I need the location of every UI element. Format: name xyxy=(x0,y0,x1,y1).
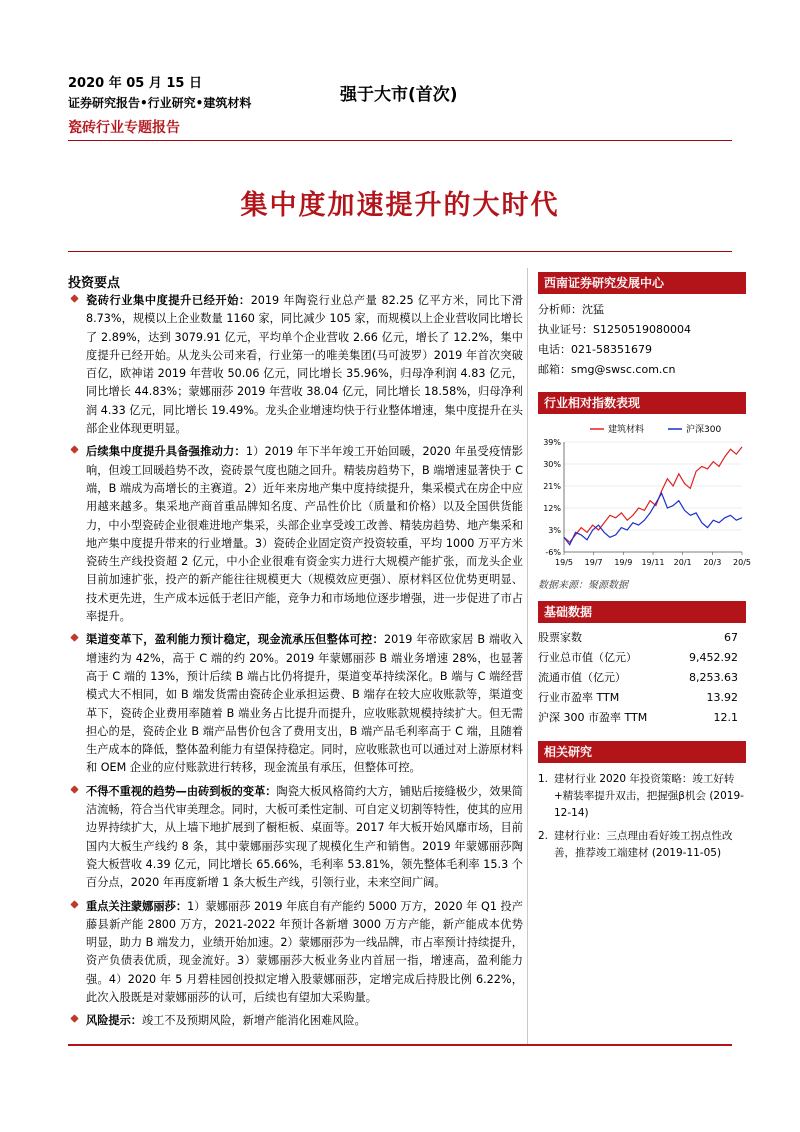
bullet-icon xyxy=(70,1015,78,1023)
basic-data-table xyxy=(538,627,746,727)
investment-points xyxy=(68,292,523,1036)
investment-bullet: 不得不重视的趋势—由砖到板的变革：陶瓷大板风格简约大方，铺贴后接缝极少，效果简洁流畅，符合当代审美理念。同时，大板可柔性定制、可自定义切割等特性，使其的应用边界持续扩大，从上墙下地扩展到了橱柜板、桌面等。2017 年大板开始风靡市场，目前国内大板生产线约 8 条，其中蒙娜丽莎实现了规模化生产和销售。2019 年蒙娜丽莎陶瓷大板营收 4.39 亿元，同比增长 65.66%，毛利率 53.81%，领先整体毛利率 15.3 个百分点，2020 年再度新增 1 条大板生产线，引领行业，未来空间广阔。 xyxy=(68,783,523,893)
y-tick-label: -6% xyxy=(545,548,561,557)
column-divider xyxy=(527,268,528,1044)
x-tick-label: 19/7 xyxy=(584,558,603,567)
y-tick-label: 21% xyxy=(543,482,561,491)
sidebar xyxy=(538,272,751,868)
series-line-建筑材料 xyxy=(564,447,742,542)
analyst-name: 分析师：沈猛 xyxy=(538,303,604,316)
table-row: 行业市盈率 TTM 13.92 xyxy=(538,690,738,704)
bullet-icon xyxy=(70,900,78,908)
y-tick-label: 39% xyxy=(543,438,561,447)
legend-label: 建筑材料 xyxy=(608,425,645,435)
investment-bullet: 瓷砖行业集中度提升已经开始：2019 年陶瓷行业总产量 82.25 亿平方米，同比下滑 8.73%，规模以上企业数量 1160 家，同比减少 105 家，而规模以上企业营收同比增长了 2.89%，达到 3079.91 亿元，平均单个企业营收 2.66 亿元，增长了 12.2%，集中度提升已经开始。从龙头公司来看，行业第一的唯美集团(马可波罗）2019 年首次突破百亿，欧神诺 2019 年营收 50.06 亿元，同比增长 35.96%，归母净利润 4.83 亿元，同比增长 44.83%；蒙娜丽莎 2019 年营收 38.04 亿元，同比增长 18.58%，归母净利润 4.33 亿元，同比增长 19.49%。龙头企业增速均快于行业整体增速，集中度提升在头部企业体现更明显。 xyxy=(68,292,523,438)
analyst-license: 执业证号：S1250519080004 xyxy=(538,323,691,336)
table-row: 流通市值（亿元） 8,253.63 xyxy=(538,670,738,684)
table-row: 沪深 300 市盈率 TTM 12.1 xyxy=(538,710,738,724)
x-tick-label: 20/1 xyxy=(673,558,692,567)
table-row: 行业总市值（亿元） 9,452.92 xyxy=(538,650,738,664)
related-research-title: 相关研究 xyxy=(538,741,746,763)
header-rule xyxy=(68,140,732,141)
list-item[interactable]: 2. 建材行业：三点理由看好竣工拐点性改善，推荐竣工端建材 (2019-11-05) xyxy=(538,830,733,859)
bullet-icon xyxy=(70,294,78,302)
investment-bullet: 渠道变革下，盈利能力预计稳定，现金流承压但整体可控：2019 年帝欧家居 B 端收入增速约为 42%，高于 C 端的约 20%。2019 年蒙娜丽莎 B 端业务增速 28%，也显著高于 C 端的 13%，预计后续 B 端占比仍将提升，渠道变革持续深化。B 端与 C 端经营模式大不相同，如 B 端发货需由瓷砖企业承担运费、B 端存在较大应收账款等，渠道变革下，瓷砖企业费用率随着 B 端业务占比提升而提升，应收账款规模持续扩大。但无需担心的是，瓷砖企业 B 端产品售价包含了费用支出，B 端产品毛利率高于 C 端，且随着生产成本的降低，整体盈利能力有望保持稳定。同时，应收账款也可以通过对上游原材料和 OEM 企业的应付账款进行转移，现金流虽有承压，但整体可控。 xyxy=(68,631,523,777)
y-tick-label: 12% xyxy=(543,504,561,513)
y-tick-label: 3% xyxy=(548,526,561,535)
analyst-phone: 电话：021-58351679 xyxy=(538,343,652,356)
x-tick-label: 19/9 xyxy=(614,558,633,567)
report-date: 2020 年 05 月 15 日 xyxy=(68,76,202,91)
series-line-沪深300 xyxy=(564,493,742,544)
rating: 强于大市(首次) xyxy=(340,85,458,105)
list-item[interactable]: 1. 建材行业 2020 年投资策略：竣工好转+精装率提升双击，把握强β机会 (2019-12-14) xyxy=(538,773,744,819)
x-tick-label: 20/5 xyxy=(733,558,751,567)
report-type: 瓷砖行业专题报告 xyxy=(68,120,180,136)
x-tick-label: 19/11 xyxy=(641,558,665,567)
title-rule xyxy=(68,251,732,252)
investment-bullet: 后续集中度提升具备强推动力：1）2019 年下半年竣工开始回暖，2020 年虽受疫情影响，但竣工回暖趋势不改，瓷砖景气度也随之回升。精装房趋势下，B 端增速显著快于 C 端，B 端成为高增长的主赛道。2）近年来房地产集中度持续提升，集采模式在房企中应用越来越多。集采地产商首重品牌知名度、产品性价比（质量和价格）以及全国供货能力，中小型瓷砖企业很难进地产集采，头部企业享受竣工改善、精装房趋势、地产集采和地产集中度提升带来的行业增量。3）瓷砖企业固定资产投资较重，平均 1000 万平方米瓷砖生产线投资超 2 亿元，中小企业很难有资金实力进行大规模产能扩张，而龙头企业目前加速扩张，投产的新产能往往规模更大（规模效应更强）、原材料区位优势更明显、技术更先进，生产成本远低于老旧产能，竞争力和市场地位逐步增强，进一步促进了市占率提升。 xyxy=(68,443,523,626)
y-tick-label: 30% xyxy=(543,460,561,469)
chart-source: 数据来源：聚源数据 xyxy=(538,580,628,591)
table-row: 股票家数 67 xyxy=(538,630,738,644)
footer-rule xyxy=(68,1044,732,1046)
bullet-icon xyxy=(70,785,78,793)
report-category: 证券研究报告•行业研究•建筑材料 xyxy=(68,96,252,110)
analyst-info xyxy=(538,300,746,380)
page-title: 集中度加速提升的大时代 xyxy=(240,190,560,221)
investment-bullet: 风险提示：竣工不及预期风险，新增产能消化困难风险。 xyxy=(68,1012,523,1030)
index-chart-svg xyxy=(538,420,751,570)
bullet-icon xyxy=(70,446,78,454)
bullet-icon xyxy=(70,634,78,642)
index-chart xyxy=(538,420,751,574)
related-research-list xyxy=(538,771,746,862)
x-tick-label: 20/3 xyxy=(703,558,722,567)
analyst-email[interactable]: 邮箱：smg@swsc.com.cn xyxy=(538,363,676,376)
chart-title: 行业相对指数表现 xyxy=(538,392,746,414)
investment-heading: 投资要点 xyxy=(68,276,121,291)
x-tick-label: 19/5 xyxy=(555,558,573,567)
institute-title: 西南证券研究发展中心 xyxy=(538,272,746,294)
investment-bullet: 重点关注蒙娜丽莎：1）蒙娜丽莎 2019 年底自有产能约 5000 万方，2020 年 Q1 投产藤县新产能 2800 万方，2021-2022 年预计各新增 3000 万方产能，新产能成本优势明显，助力 B 端发力，业绩开始加速。2）蒙娜丽莎为一线品牌，市占率预计持续提升，资产负债表优质，现金流好。3）蒙娜丽莎大板业务业内首屈一指，增速高，盈利能力强。4）2020 年 5 月碧桂园创投拟定增入股蒙娜丽莎，定增完成后持股比例 6.22%，此次入股既是对蒙娜丽莎的认可，后续也有望加大采购量。 xyxy=(68,898,523,1008)
basic-data-title: 基础数据 xyxy=(538,601,746,623)
legend-label: 沪深300 xyxy=(686,425,722,435)
